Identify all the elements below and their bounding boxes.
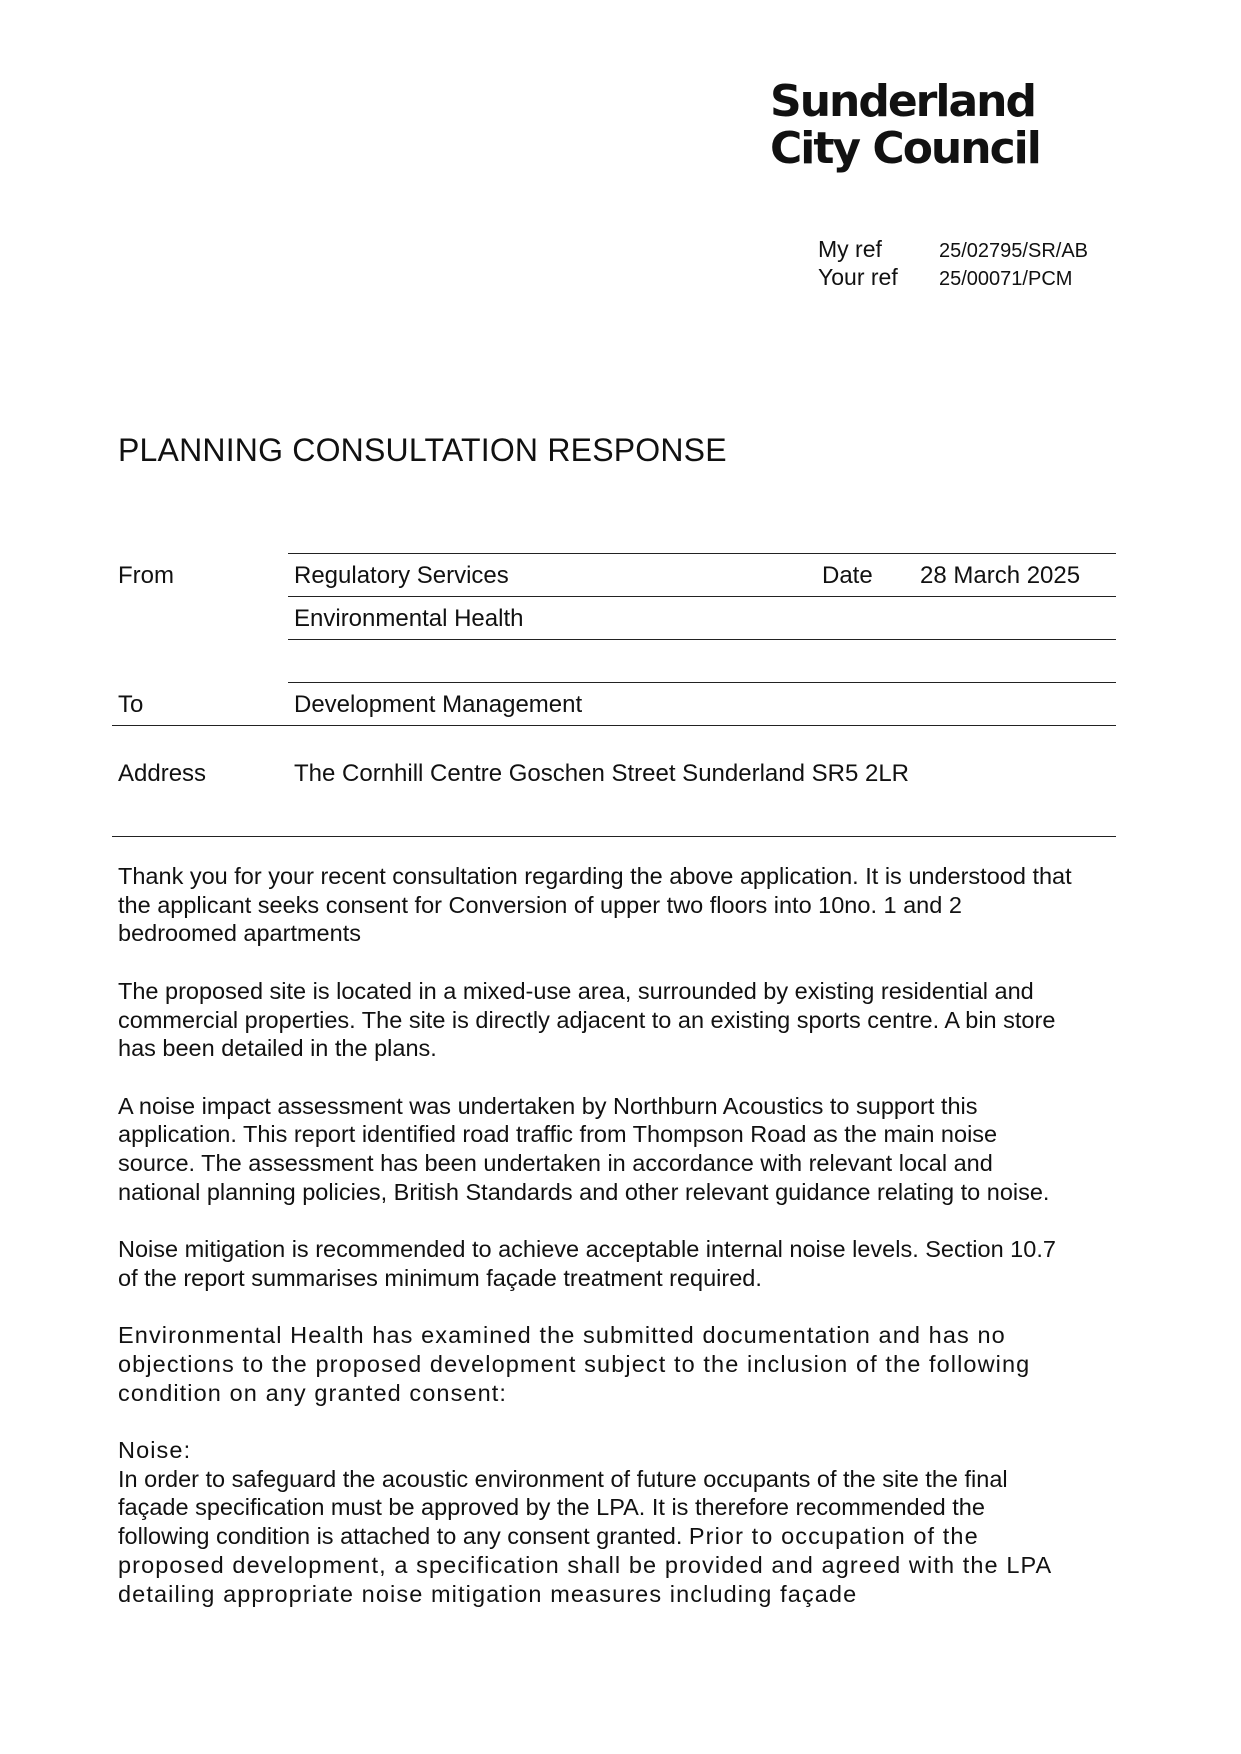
form-rule-2	[288, 596, 1116, 597]
to-value: Development Management	[294, 691, 583, 718]
address-label: Address	[118, 760, 207, 787]
my-ref-value: 25/02795/SR/AB	[939, 240, 1088, 262]
noise-section	[118, 1436, 1078, 1608]
your-ref-value: 25/00071/PCM	[939, 268, 1073, 290]
form-rule-bottom	[112, 836, 1116, 837]
your-ref-row	[818, 264, 1138, 292]
from-label: From	[118, 562, 174, 589]
paragraph-noise-assessment: A noise impact assessment was undertaken by Northburn Acoustics to support this application. This report identified road traffic from Thompson Road as the main noise source. The assessment has been undertaken in accordance with relevant local and national planning policies, British Standards and other relevant guidance relating to noise.	[118, 1092, 1050, 1205]
form-rule-4	[288, 682, 1116, 683]
paragraph-consultation: Thank you for your recent consultation regarding the above application. It is understood that the applicant seeks consent for Conversion of upper two floors into 10no. 1 and 2 bedroomed apartments	[118, 863, 1072, 947]
paragraph-site: The proposed site is located in a mixed-use area, surrounded by existing residential and commercial properties. The site is directly adjacent to an existing sports centre. A bin store has been detailed in the plans.	[118, 977, 1056, 1062]
noise-condition-text-2: Prior to occupation of the proposed development, a specification shall be provided and agreed with the LPA detailing appropriate noise mitigation measures including façade	[118, 1523, 1052, 1607]
date-label: Date	[822, 562, 873, 589]
address-value: The Cornhill Centre Goschen Street Sunderland SR5 2LR	[294, 760, 909, 787]
form-rule-5	[112, 725, 1116, 726]
logo-line-2: City Council	[770, 123, 1040, 174]
letter-body	[118, 862, 1078, 1608]
logo-line-1: Sunderland	[770, 76, 1035, 127]
council-logo	[770, 78, 1040, 172]
noise-heading: Noise:	[118, 1436, 192, 1463]
to-label: To	[118, 691, 144, 718]
paragraph-mitigation: Noise mitigation is recommended to achieve acceptable internal noise levels. Section 10.7 of the report summarises minimum façade treatment required.	[118, 1236, 1056, 1291]
from-line-1: Regulatory Services	[294, 562, 509, 589]
my-ref-row	[818, 236, 1138, 264]
date-value: 28 March 2025	[920, 562, 1081, 589]
paragraph-no-objection: Environmental Health has examined the submitted documentation and has no objections to the proposed development subject to the inclusion of the following condition on any granted consent:	[118, 1322, 1031, 1406]
form-rule-3	[288, 639, 1116, 640]
reference-block	[818, 236, 1138, 292]
form-rule-top	[288, 553, 1116, 554]
from-line-2: Environmental Health	[294, 605, 524, 632]
my-ref-label: My ref	[818, 236, 882, 262]
noise-condition-text-1: In order to safeguard the acoustic environment of future occupants of the site the final façade specification must be approved by the LPA. It is therefore recommended the following condition is attached to any consent granted.	[118, 1465, 1008, 1550]
page-title: PLANNING CONSULTATION RESPONSE	[118, 432, 727, 468]
your-ref-label: Your ref	[818, 264, 898, 290]
